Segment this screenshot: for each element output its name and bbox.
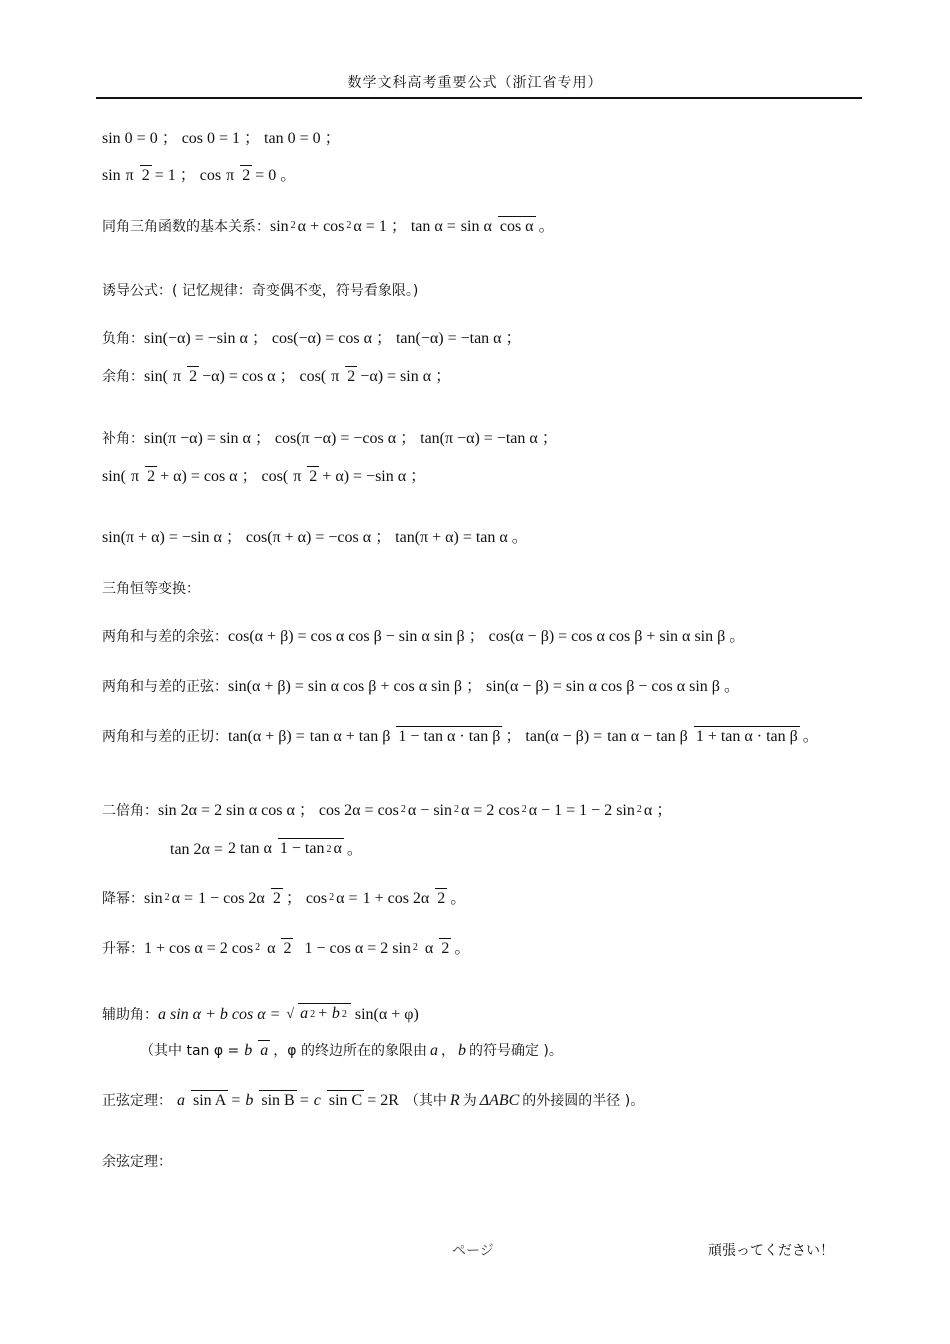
fraction-tan-double <box>226 838 344 861</box>
formula-basic-identities <box>102 216 555 237</box>
formula-negative-angle <box>102 329 522 349</box>
note-text: ，φ 的终边所在的象限由 <box>273 1042 427 1059</box>
section-label: 两角和与差的余弦： <box>102 629 228 645</box>
formula-double-angle <box>102 801 672 821</box>
formula-pi-plus-alpha <box>102 528 528 548</box>
fraction-half-angle <box>423 938 451 959</box>
formula-text: cos(α + β) = cos α cos β − sin α sin β ； cos(α − β) = cos α cos β + sin α sin β 。 <box>228 628 746 645</box>
fraction-numerator: b <box>244 1042 253 1059</box>
variable-a: a <box>429 1041 438 1059</box>
fraction-c-over-sinC <box>312 1090 364 1111</box>
formula-text: + b <box>317 1005 340 1022</box>
fraction-numerator: 2 tan α <box>227 840 272 857</box>
fraction-numerator: tan α + tan β <box>309 728 391 745</box>
exponent: 2 <box>521 804 527 815</box>
fraction-denominator: 2 <box>441 940 450 957</box>
fraction-pi-over-2 <box>171 366 199 387</box>
fraction-numerator: π <box>125 167 134 184</box>
formula-text: α − 1 = 1 − 2 sin <box>528 802 635 819</box>
formula-text: 1 − tan <box>279 840 325 857</box>
fraction-numerator: tan α − tan β <box>607 728 688 745</box>
exponent: 2 <box>164 891 170 903</box>
fraction-tan-difference <box>605 726 800 747</box>
fraction-pi-over-2 <box>224 165 252 186</box>
section-label: 诱导公式：( 记忆规律：奇变偶不变，符号看象限。) <box>102 283 419 299</box>
formula-text: 。 <box>450 889 467 907</box>
formula-text: 。 <box>538 217 555 235</box>
exponent: 2 <box>341 1009 347 1020</box>
section-label: 正弦定理： <box>102 1092 172 1109</box>
fraction-denominator: sin B <box>261 1092 295 1109</box>
fraction-a-over-sinA <box>175 1090 228 1111</box>
fraction-pi-over-2 <box>129 466 157 487</box>
formula-text: α = <box>336 889 358 907</box>
formula-text: 1 − cos α = 2 sin <box>304 939 411 957</box>
formula-text: sin(α + φ) <box>354 1005 419 1023</box>
exponent: 2 <box>310 1009 316 1020</box>
formula-tangent-sum-difference <box>102 726 819 747</box>
exponent: 2 <box>346 219 352 231</box>
formula-text: 。 <box>346 840 363 858</box>
formula-text: α = <box>171 889 194 907</box>
fraction-denominator: cos α <box>499 218 534 235</box>
fraction-numerator: sin α <box>460 218 492 235</box>
fraction-numerator: π <box>293 468 302 485</box>
formula-cosine-sum-difference <box>102 627 745 647</box>
formula-text: sin <box>270 217 289 235</box>
formula-text: = 1 ； cos <box>154 166 222 184</box>
formula-text: ； cos <box>285 889 328 907</box>
formula-text: −α) = sin α ； <box>360 367 452 385</box>
formula-text: sin <box>102 166 121 184</box>
formula-text: 1 + cos α = 2 cos <box>144 939 254 957</box>
header-rule <box>96 97 862 99</box>
formula-text: = 0 。 <box>255 166 297 184</box>
formula-special-values-pi-half <box>102 165 296 186</box>
fraction-denominator: 2 <box>272 890 281 907</box>
section-label: 升幂： <box>102 940 144 957</box>
fraction-numerator: π <box>226 167 235 184</box>
identity-transform-heading <box>102 579 200 599</box>
exponent: 2 <box>326 844 332 855</box>
formula-text: a <box>300 1005 309 1022</box>
section-label: 两角和与差的正弦： <box>102 679 228 695</box>
formula-text: sin <box>144 889 163 907</box>
section-label: 补角： <box>102 431 144 447</box>
fraction-denominator: 1 + tan α · tan β <box>695 728 798 745</box>
formula-text: α = 2 cos <box>461 802 520 819</box>
exponent: 2 <box>400 804 406 815</box>
fraction-numerator: π <box>131 468 140 485</box>
fraction-b-over-a <box>242 1040 270 1061</box>
formula-text: sin(−α) = −sin α ； cos(−α) = cos α ； tan(−α) = −tan α ； <box>144 330 522 347</box>
fraction-numerator: π <box>331 368 340 385</box>
formula-text: = <box>231 1091 241 1109</box>
formula-text: + α) = cos α ； cos( <box>160 467 289 485</box>
formula-text: α ； <box>643 802 673 819</box>
fraction-denominator: 2 <box>283 940 292 957</box>
section-label: 余角： <box>102 368 144 385</box>
note-text: （其中 tan φ = <box>140 1042 240 1059</box>
formula-text: α − sin <box>407 802 452 819</box>
section-label: 两角和与差的正切： <box>102 728 228 745</box>
fraction-numerator: a <box>177 1092 185 1109</box>
fraction-denominator: a <box>260 1042 269 1059</box>
fraction-pi-over-2 <box>291 466 319 487</box>
sqrt-icon: √ <box>286 1006 295 1022</box>
formula-text: = <box>299 1091 309 1109</box>
formula-text: sin 2α = 2 sin α cos α ； cos 2α = cos <box>158 802 399 819</box>
formula-text: sin(π −α) = sin α ； cos(π −α) = −cos α ； tan(π −α) = −tan α ； <box>144 430 558 447</box>
exponent: 2 <box>329 891 335 903</box>
fraction-numerator: c <box>313 1092 321 1109</box>
section-label: 二倍角： <box>102 803 158 819</box>
fraction-denominator: 2 <box>347 368 356 385</box>
formula-text: + α) = −sin α ； <box>322 467 427 485</box>
fraction-numerator: b <box>245 1092 254 1109</box>
fraction-b-over-sinB <box>243 1090 296 1111</box>
formula-text: sin( <box>102 467 126 485</box>
fraction-denominator: 2 <box>141 167 150 184</box>
fraction-numerator: α <box>424 940 434 957</box>
formula-text: = 2R <box>367 1091 399 1109</box>
formula-text: 。 <box>802 727 819 745</box>
section-label: 辅助角： <box>102 1006 158 1023</box>
fraction-power-reduction-cos <box>361 888 448 909</box>
fraction-tan-sum <box>308 726 503 747</box>
exponent: 2 <box>454 804 459 815</box>
fraction-numerator: 1 − cos 2α <box>198 890 265 907</box>
formula-text: a sin α + b cos α = <box>158 1005 281 1023</box>
exponent: 2 <box>636 804 642 815</box>
footer-cheer-text: 頑張ってください！ <box>708 1243 834 1259</box>
formula-sine-sum-difference <box>102 677 740 697</box>
exponent: 2 <box>290 219 296 231</box>
fraction-denominator: 2 <box>147 468 156 485</box>
page-header-title: 数学文科高考重要公式（浙江省专用） <box>347 75 603 91</box>
formula-law-of-sines <box>102 1090 644 1111</box>
note-text: （其中 <box>404 1092 447 1109</box>
formula-text: α + cos <box>297 217 345 235</box>
formula-auxiliary-angle <box>102 1003 419 1026</box>
formula-text: ； tan(α − β) = <box>505 727 603 745</box>
fraction-pi-over-2 <box>329 366 357 387</box>
triangle-abc: ΔABC <box>479 1091 520 1109</box>
fraction-sin-over-cos <box>459 216 536 237</box>
fraction-denominator <box>278 838 344 861</box>
formula-complementary-angle <box>102 366 451 387</box>
footer-page-label: ページ <box>452 1243 494 1259</box>
law-of-cosines-heading <box>102 1152 172 1172</box>
variable-b: b <box>457 1041 466 1059</box>
note-text: ， <box>440 1042 455 1059</box>
formula-text: 。 <box>454 939 471 957</box>
section-label: 同角三角函数的基本关系： <box>102 218 270 235</box>
fraction-numerator: π <box>173 368 182 385</box>
formula-auxiliary-angle-note <box>140 1040 563 1061</box>
induction-formula-heading <box>102 281 418 301</box>
fraction-power-reduction-sin <box>196 888 283 909</box>
formula-text: −α) = cos α ； cos( <box>202 367 327 385</box>
note-text: 的符号确定 )。 <box>468 1042 563 1059</box>
formula-pi-half-plus-alpha <box>102 466 426 487</box>
formula-text: sin( <box>144 367 168 385</box>
fraction-denominator: sin C <box>328 1092 363 1109</box>
formula-text: α <box>333 840 342 857</box>
fraction-numerator: α <box>267 940 276 957</box>
exponent: 2 <box>255 941 261 953</box>
note-text: 为 <box>462 1092 477 1109</box>
fraction-denominator: 2 <box>242 167 251 184</box>
fraction-numerator: 1 + cos 2α <box>362 890 430 907</box>
formula-supplementary-angle <box>102 429 558 449</box>
section-label: 三角恒等变换： <box>102 581 200 597</box>
fraction-denominator: 2 <box>437 890 446 907</box>
fraction-denominator: 1 − tan α · tan β <box>398 728 501 745</box>
note-text: 的外接圆的半径 )。 <box>522 1092 645 1109</box>
formula-double-angle-tangent <box>170 838 363 861</box>
formula-text: tan 2α = <box>170 840 223 858</box>
formula-text: tan(α + β) = <box>228 727 305 745</box>
variable-R: R <box>449 1091 460 1109</box>
section-label: 降幂： <box>102 890 144 907</box>
formula-text: sin 0 = 0 ； cos 0 = 1 ； tan 0 = 0 ； <box>102 130 341 147</box>
fraction-half-angle <box>265 938 293 959</box>
formula-special-values-zero <box>102 129 341 149</box>
exponent: 2 <box>412 941 418 953</box>
formula-text: sin(π + α) = −sin α ； cos(π + α) = −cos α ； tan(π + α) = tan α 。 <box>102 529 528 546</box>
section-label: 余弦定理： <box>102 1154 172 1170</box>
fraction-denominator: 2 <box>189 368 198 385</box>
fraction-denominator: sin A <box>193 1092 227 1109</box>
formula-power-raising <box>102 938 470 959</box>
formula-text: sin(α + β) = sin α cos β + cos α sin β ； sin(α − β) = sin α cos β − cos α sin β 。 <box>228 678 740 695</box>
fraction-pi-over-2 <box>124 165 152 186</box>
section-label: 负角： <box>102 331 144 347</box>
formula-power-reduction <box>102 888 466 909</box>
fraction-denominator: 2 <box>309 468 318 485</box>
formula-text: α = 1 ； tan α = <box>353 217 456 235</box>
sqrt-radicand <box>298 1003 351 1026</box>
